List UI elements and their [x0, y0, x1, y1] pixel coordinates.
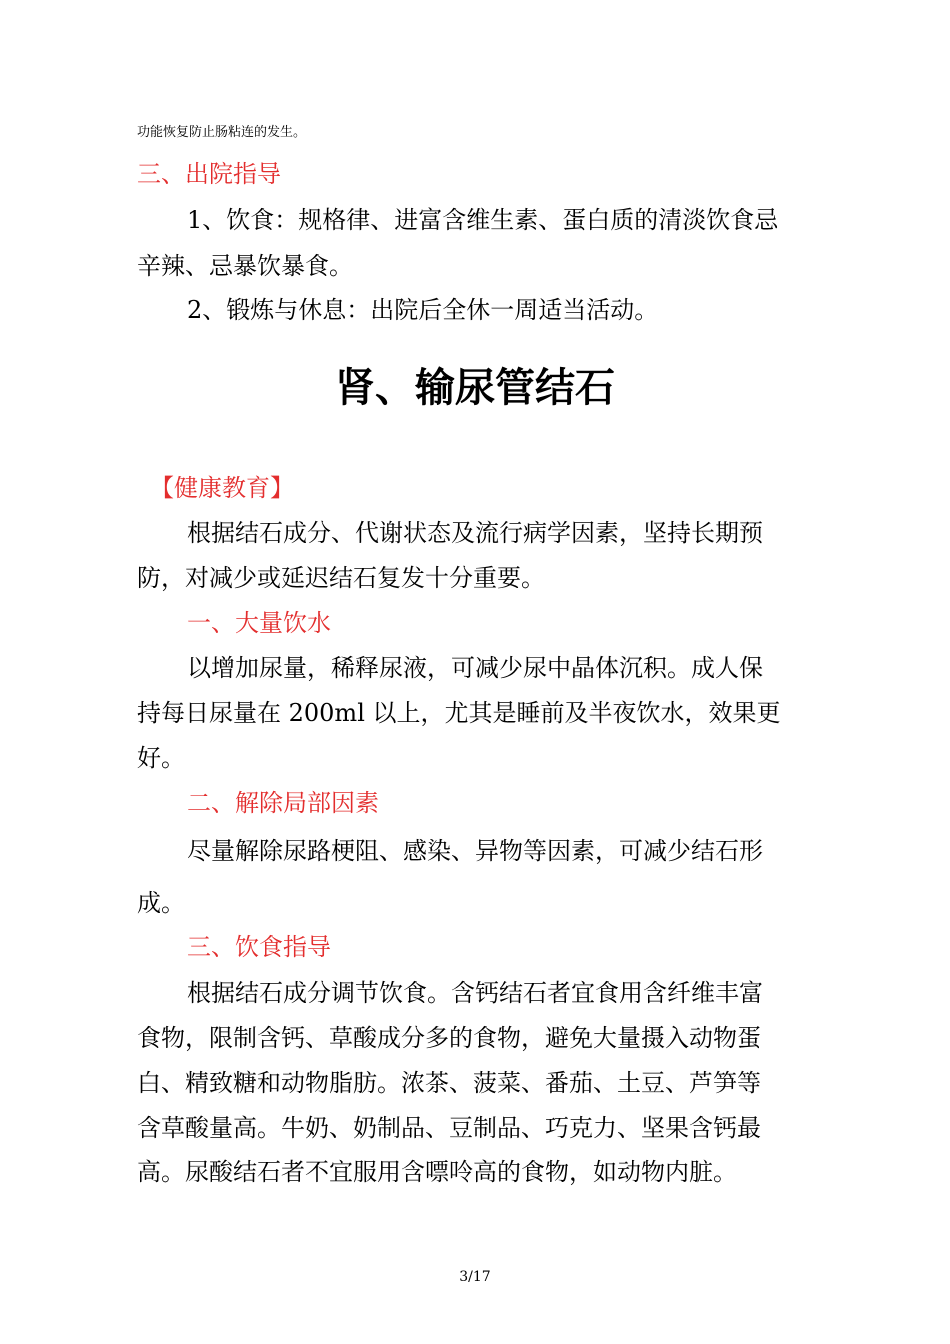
- paragraph-line: 1、饮食：规格律、进富含维生素、蛋白质的清淡饮食忌: [187, 206, 779, 234]
- paragraph-line: 含草酸量高。牛奶、奶制品、豆制品、巧克力、坚果含钙最: [137, 1114, 761, 1142]
- section-heading-drink-water: 一、大量饮水: [187, 609, 331, 637]
- paragraph-line: 辛辣、忌暴饮暴食。: [137, 252, 353, 280]
- section-heading-diet: 三、饮食指导: [187, 933, 331, 961]
- health-education-label: 【健康教育】: [150, 474, 294, 502]
- document-title: 肾、输尿管结石: [335, 365, 615, 411]
- paragraph-line: 好。: [137, 744, 185, 772]
- paragraph-line: 高。尿酸结石者不宜服用含嘌呤高的食物，如动物内脏。: [137, 1158, 737, 1186]
- paragraph-line: 根据结石成分调节饮食。含钙结石者宜食用含纤维丰富: [187, 979, 763, 1007]
- section-heading-local-factors: 二、解除局部因素: [187, 789, 379, 817]
- paragraph-line: 根据结石成分、代谢状态及流行病学因素，坚持长期预: [187, 519, 763, 547]
- paragraph-line: 白、精致糖和动物脂肪。浓茶、菠菜、番茄、土豆、芦笋等: [137, 1069, 761, 1097]
- top-fragment-text: 功能恢复防止肠粘连的发生。: [137, 125, 307, 140]
- paragraph-line: 成。: [137, 889, 185, 917]
- paragraph-line: 防，对减少或延迟结石复发十分重要。: [137, 564, 545, 592]
- paragraph-line: 尽量解除尿路梗阻、感染、异物等因素，可减少结石形: [187, 837, 763, 865]
- paragraph-line: 持每日尿量在 200ml 以上，尤其是睡前及半夜饮水，效果更: [137, 699, 781, 727]
- page-number: 3/17: [459, 1269, 491, 1285]
- paragraph-line: 2、锻炼与休息：出院后全休一周适当活动。: [187, 296, 659, 324]
- section-heading-discharge: 三、出院指导: [137, 160, 281, 188]
- paragraph-line: 以增加尿量，稀释尿液，可减少尿中晶体沉积。成人保: [187, 654, 763, 682]
- paragraph-line: 食物，限制含钙、草酸成分多的食物，避免大量摄入动物蛋: [137, 1024, 761, 1052]
